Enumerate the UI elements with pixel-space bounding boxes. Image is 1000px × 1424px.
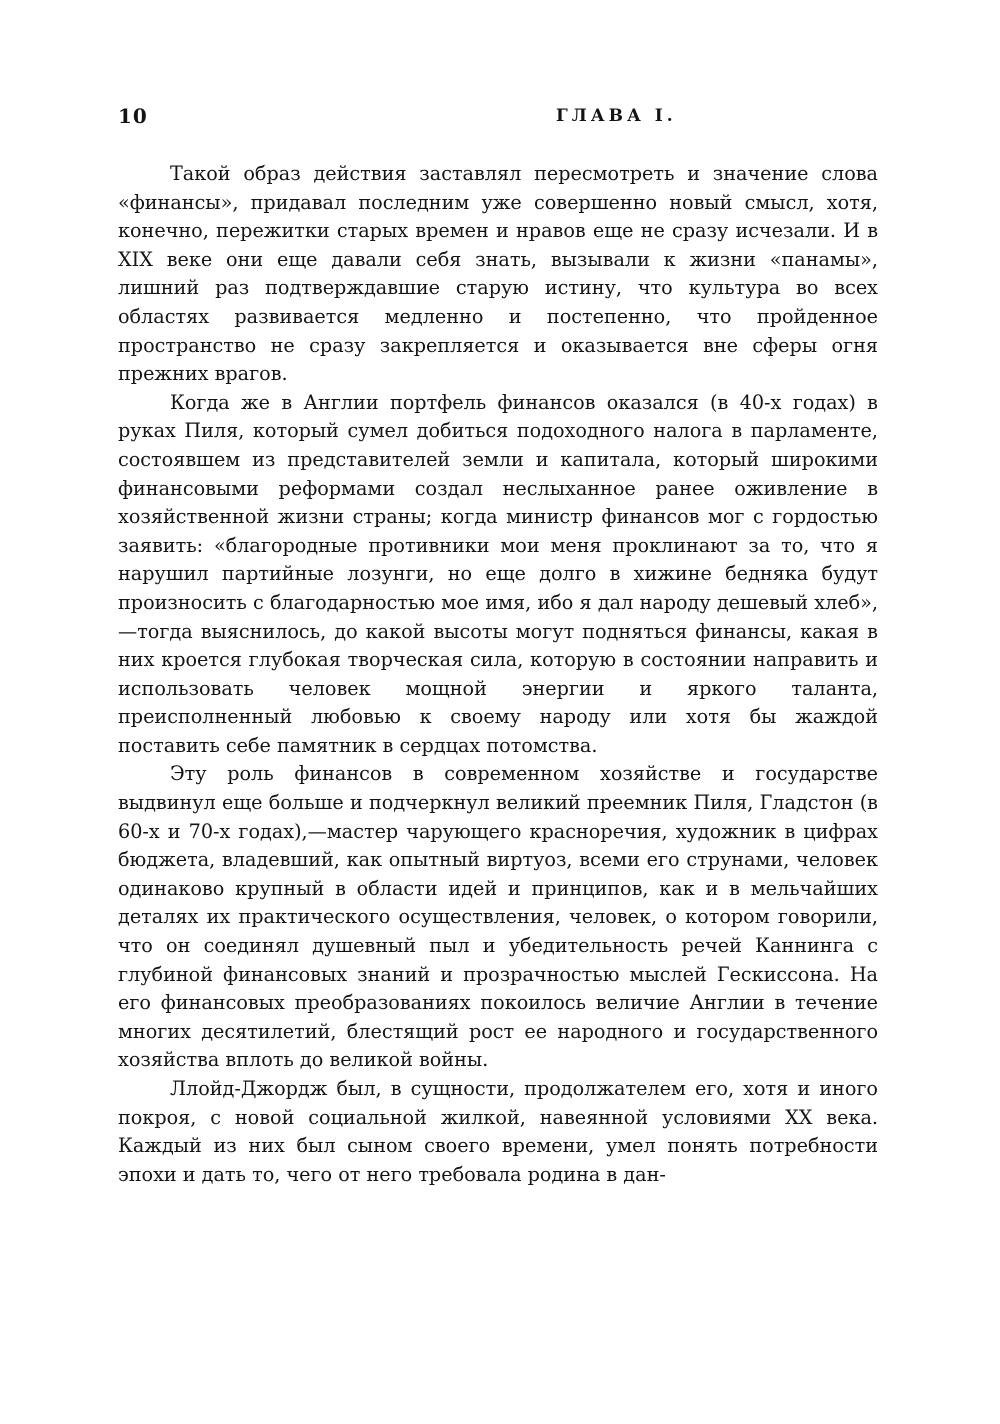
paragraph-1: Такой образ действия заставлял пересмотреть и значение слова «финансы», придавал последним уже совершенно новый смысл, хотя, конечно, пережитки старых времен и нравов еще не сразу исчезали. И в XIX веке они еще давали себя знать, вызывали к жизни «панамы», лишний раз подтверждавшие старую истину, что культура во всех областях развивается медленно и постепенно, что пройденное пространство не сразу закрепляется и оказывается вне сферы огня прежних врагов. (118, 162, 878, 386)
paragraph-2: Когда же в Англии портфель финансов оказался (в 40-х годах) в руках Пиля, который сумел добиться подоходного налога в парламенте, состоявшем из представителей земли и капитала, который широкими финансовыми реформами создал неслыханное ранее оживление в хозяйственной жизни страны; когда министр финансов мог с гордостью заявить: «благородные противники мои меня проклинают за то, что я нарушил партийные лозунги, но еще долго в хижине бедняка будут произносить с благодарностью мое имя, ибо я дал народу дешевый хлеб»,—тогда выяснилось, до какой высоты могут подняться финансы, какая в них кроется глубокая творческая сила, которую в состоянии направить и использовать человек мощной энергии и яркого таланта, преисполненный любовью к своему народу или хотя бы жаждой поставить себе памятник в сердцах потомства. (118, 390, 878, 757)
paragraph-3: Эту роль финансов в современном хозяйстве и государстве выдвинул еще больше и подчеркнул великий преемник Пиля, Гладстон (в 60-х и 70-х годах),—мастер чарующего красноречия, художник в цифрах бюджета, владевший, как опытный виртуоз, всеми его струнами, человек одинаково крупный в области идей и принципов, как и в мельчайших деталях их практического осуществления, человек, о котором говорили, что он соединял душевный пыл и убедительность речей Каннинга с глубиной финансовых знаний и прозрачностью мыслей Гескиссона. На его финансовых преобразованиях покоилось величие Англии в течение многих десятилетий, блестящий рост ее народного и государственного хозяйства вплоть до великой войны. (118, 762, 878, 1072)
running-head: ГЛАВА I. (556, 106, 677, 126)
paragraph-4: Ллойд-Джордж был, в сущности, продолжателем его, хотя и иного покроя, с новой социальной жилкой, навеянной условиями XX века. Каждый из них был сыном своего времени, умел понять потребности эпохи и дать то, чего от него требовала родина в дан- (118, 1077, 878, 1186)
page-header (118, 104, 878, 134)
body-text (118, 160, 878, 1189)
page-number: 10 (118, 104, 148, 128)
